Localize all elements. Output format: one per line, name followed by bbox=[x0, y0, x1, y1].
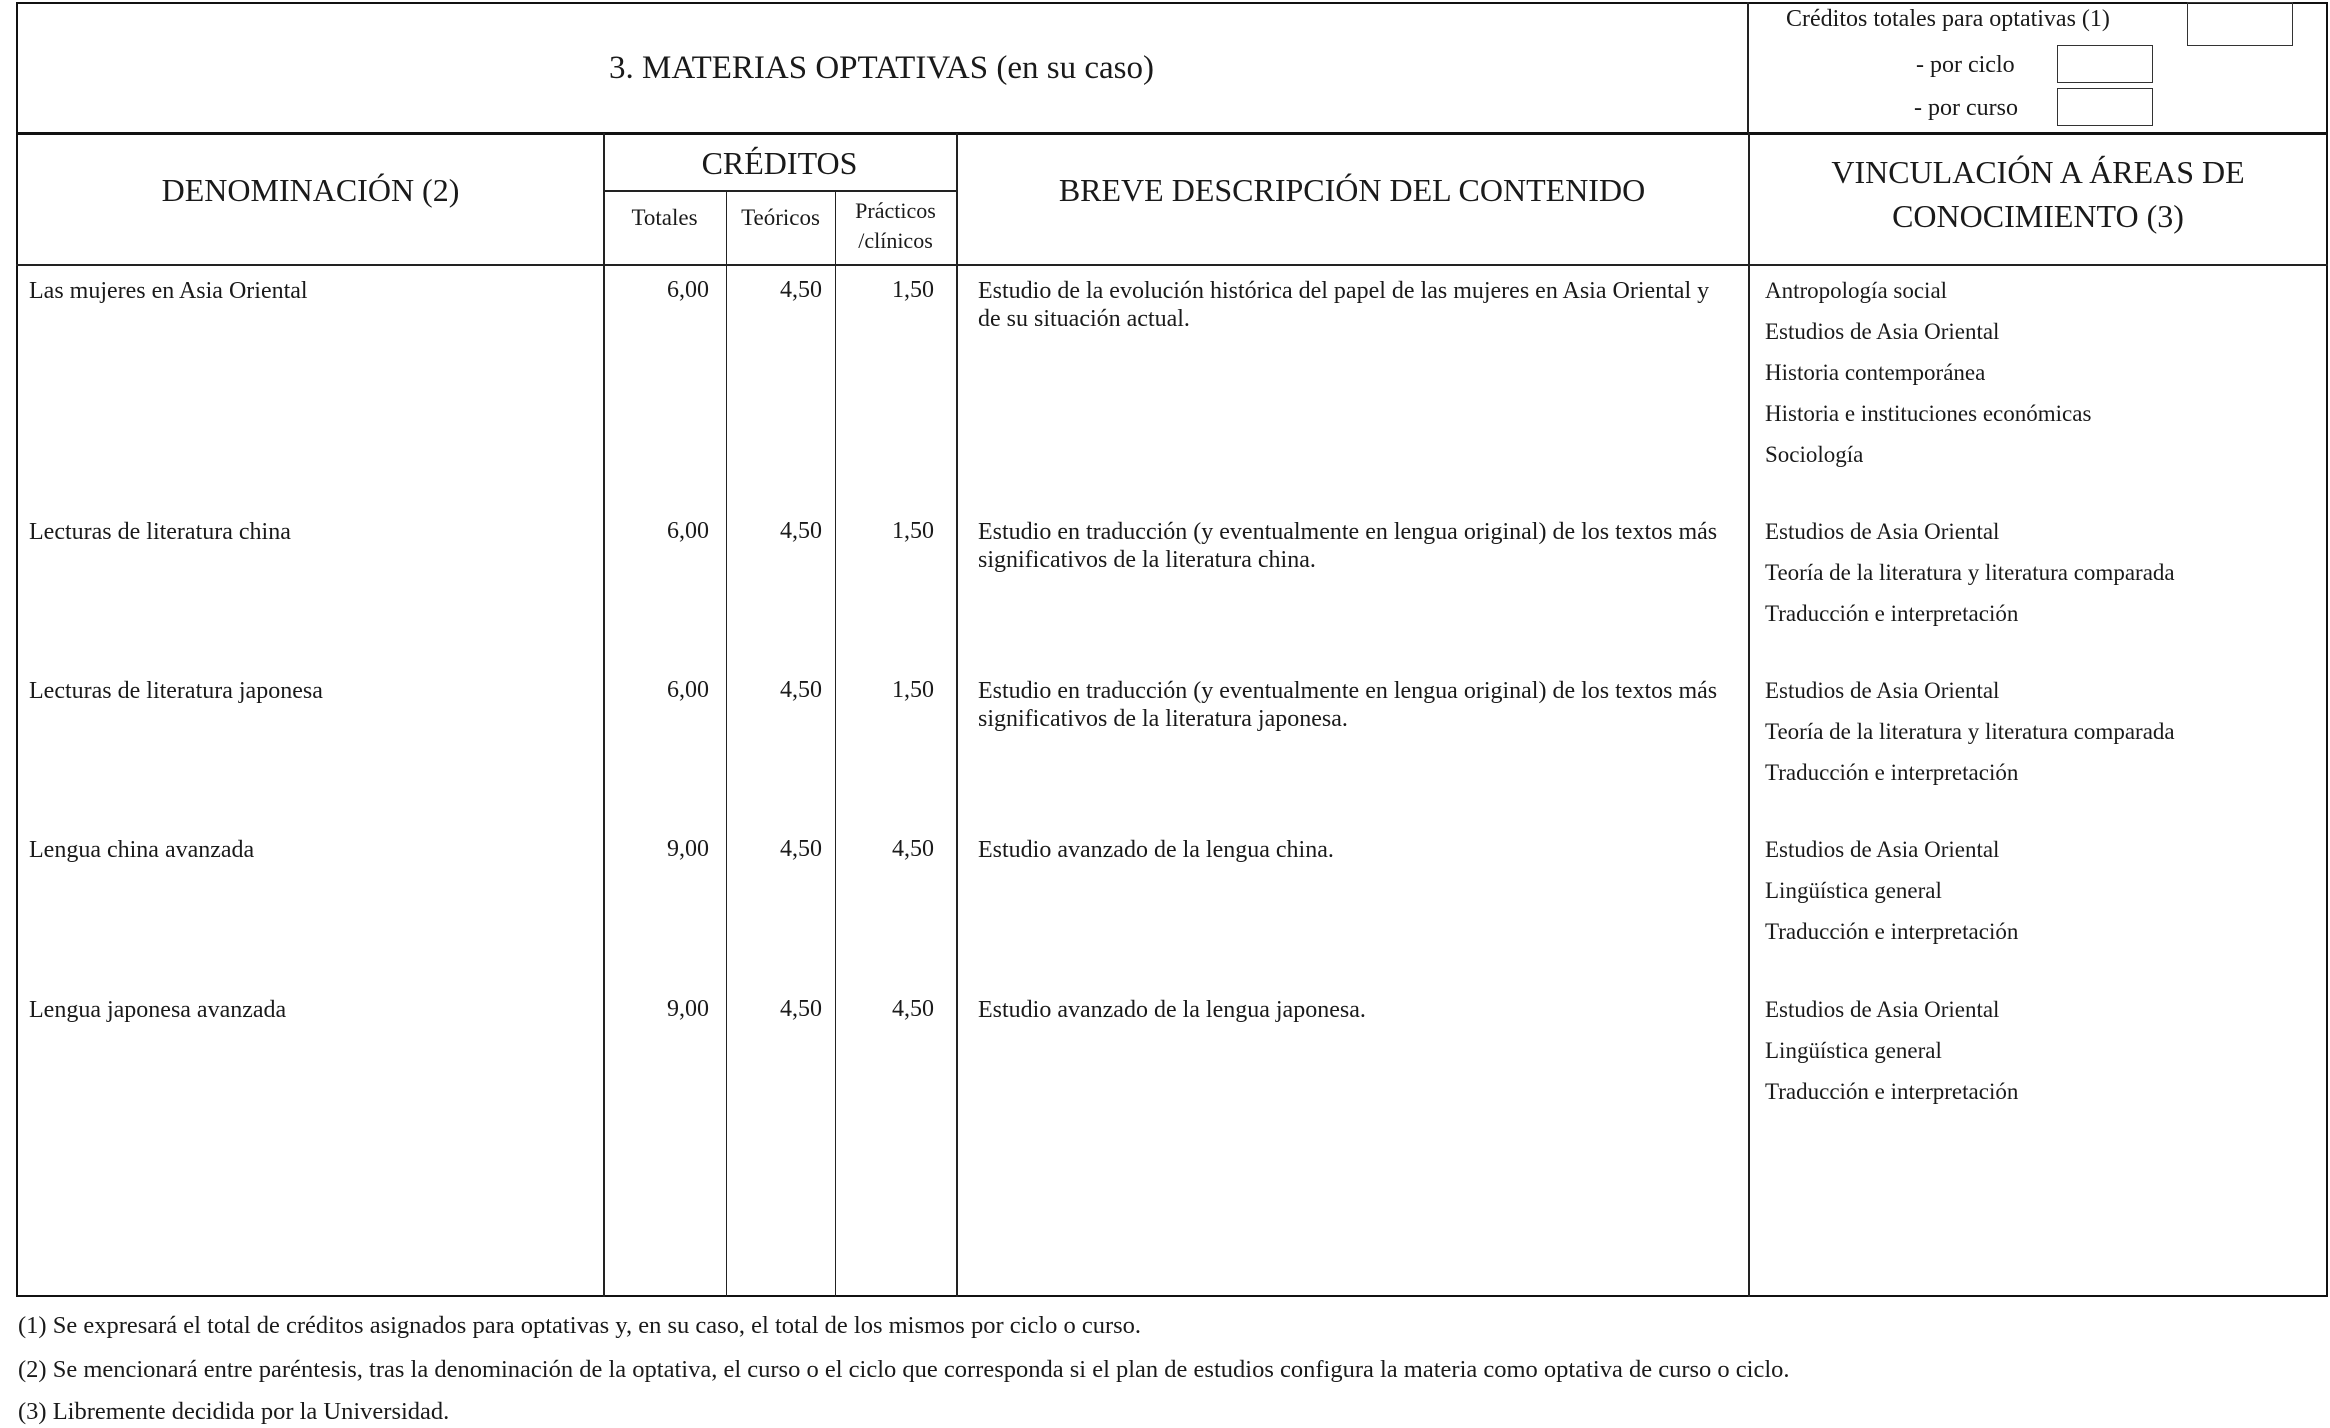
header-divider bbox=[1747, 2, 1749, 134]
row-totales: 9,00 bbox=[667, 996, 709, 1022]
row-descripcion: Estudio de la evolución histórica del papel de las mujeres en Asia Oriental y de su situación actual. bbox=[978, 278, 1710, 332]
row-descripcion: Estudio avanzado de la lengua china. bbox=[978, 837, 1334, 863]
row-name: Lengua china avanzada bbox=[29, 837, 255, 863]
area-item: Traducción e interpretación bbox=[1765, 601, 2019, 626]
row-practicos: 4,50 bbox=[892, 996, 934, 1022]
area-item: Estudios de Asia Oriental bbox=[1765, 837, 2000, 862]
footnote-2: (2) Se mencionará entre paréntesis, tras la denominación de la optativa, el curso o el ciclo que corresponda si el plan de estudios configura la materia como optativa de curso o ciclo. bbox=[18, 1356, 1790, 1383]
row-name: Lecturas de literatura china bbox=[29, 519, 291, 545]
row-areas bbox=[1765, 829, 2325, 952]
row-practicos: 4,50 bbox=[892, 836, 934, 862]
per-course-label: - por curso bbox=[1914, 95, 2018, 121]
col-header-denominacion: DENOMINACIÓN (2) bbox=[161, 172, 460, 208]
area-item: Historia e instituciones económicas bbox=[1765, 401, 2092, 426]
row-name: Las mujeres en Asia Oriental bbox=[29, 278, 308, 304]
col-header-practicos-line1: Prácticos bbox=[855, 198, 936, 223]
area-item: Historia contemporánea bbox=[1765, 360, 1986, 385]
col-header-practicos bbox=[835, 196, 956, 256]
row-areas bbox=[1765, 670, 2325, 793]
area-item: Lingüística general bbox=[1765, 878, 1942, 903]
col-header-teoricos: Teóricos bbox=[741, 205, 820, 230]
credits-subheader-line bbox=[603, 190, 957, 192]
area-item: Antropología social bbox=[1765, 278, 1948, 303]
section-title: 3. MATERIAS OPTATIVAS (en su caso) bbox=[609, 50, 1154, 86]
row-descripcion: Estudio en traducción (y eventualmente en lengua original) de los textos más significativos de la literatura japonesa. bbox=[978, 678, 1718, 732]
row-practicos: 1,50 bbox=[892, 518, 934, 544]
col-header-descripcion: BREVE DESCRIPCIÓN DEL CONTENIDO bbox=[1058, 172, 1646, 208]
footnote-1: (1) Se expresará el total de créditos asignados para optativas y, en su caso, el total de los mismos por ciclo o curso. bbox=[18, 1312, 1142, 1339]
col-header-vinculacion-line1: VINCULACIÓN A ÁREAS DE bbox=[1831, 154, 2245, 190]
col-line-2 bbox=[726, 190, 727, 1297]
row-teoricos: 4,50 bbox=[780, 518, 822, 544]
row-practicos: 1,50 bbox=[892, 677, 934, 703]
col-header-practicos-line2: /clínicos bbox=[858, 228, 933, 253]
per-course-field[interactable] bbox=[2057, 88, 2153, 126]
col-line-3 bbox=[835, 190, 836, 1297]
credits-total-field[interactable] bbox=[2187, 2, 2293, 46]
row-areas bbox=[1765, 270, 2325, 475]
row-teoricos: 4,50 bbox=[780, 277, 822, 303]
area-item: Traducción e interpretación bbox=[1765, 919, 2019, 944]
area-item: Traducción e interpretación bbox=[1765, 760, 2019, 785]
row-name: Lecturas de literatura japonesa bbox=[29, 678, 323, 704]
area-item: Estudios de Asia Oriental bbox=[1765, 319, 2000, 344]
row-descripcion: Estudio en traducción (y eventualmente en lengua original) de los textos más significativos de la literatura china. bbox=[978, 519, 1718, 573]
col-line-1 bbox=[603, 133, 605, 1297]
row-teoricos: 4,50 bbox=[780, 677, 822, 703]
area-item: Estudios de Asia Oriental bbox=[1765, 519, 2000, 544]
col-header-creditos: CRÉDITOS bbox=[701, 145, 858, 181]
area-item: Estudios de Asia Oriental bbox=[1765, 997, 2000, 1022]
col-header-totales: Totales bbox=[631, 205, 698, 230]
col-line-5 bbox=[1748, 133, 1750, 1297]
row-teoricos: 4,50 bbox=[780, 836, 822, 862]
per-cycle-field[interactable] bbox=[2057, 45, 2153, 83]
col-line-4 bbox=[956, 133, 958, 1297]
row-areas bbox=[1765, 511, 2325, 634]
row-totales: 9,00 bbox=[667, 836, 709, 862]
col-header-vinculacion-line2: CONOCIMIENTO (3) bbox=[1892, 198, 2184, 234]
area-item: Lingüística general bbox=[1765, 1038, 1942, 1063]
area-item: Teoría de la literatura y literatura comparada bbox=[1765, 560, 2175, 585]
row-totales: 6,00 bbox=[667, 677, 709, 703]
col-header-vinculacion bbox=[1748, 150, 2328, 238]
table-header-separator bbox=[16, 264, 2328, 266]
row-totales: 6,00 bbox=[667, 518, 709, 544]
per-cycle-label: - por ciclo bbox=[1916, 52, 2015, 78]
area-item: Sociología bbox=[1765, 442, 1864, 467]
row-practicos: 1,50 bbox=[892, 277, 934, 303]
footnote-3: (3) Libremente decidida por la Universidad. bbox=[18, 1398, 450, 1425]
row-totales: 6,00 bbox=[667, 277, 709, 303]
row-descripcion: Estudio avanzado de la lengua japonesa. bbox=[978, 997, 1366, 1023]
area-item: Teoría de la literatura y literatura comparada bbox=[1765, 719, 2175, 744]
credits-total-label: Créditos totales para optativas (1) bbox=[1786, 6, 2110, 32]
area-item: Traducción e interpretación bbox=[1765, 1079, 2019, 1104]
area-item: Estudios de Asia Oriental bbox=[1765, 678, 2000, 703]
row-teoricos: 4,50 bbox=[780, 996, 822, 1022]
row-areas bbox=[1765, 989, 2325, 1112]
row-name: Lengua japonesa avanzada bbox=[29, 997, 287, 1023]
